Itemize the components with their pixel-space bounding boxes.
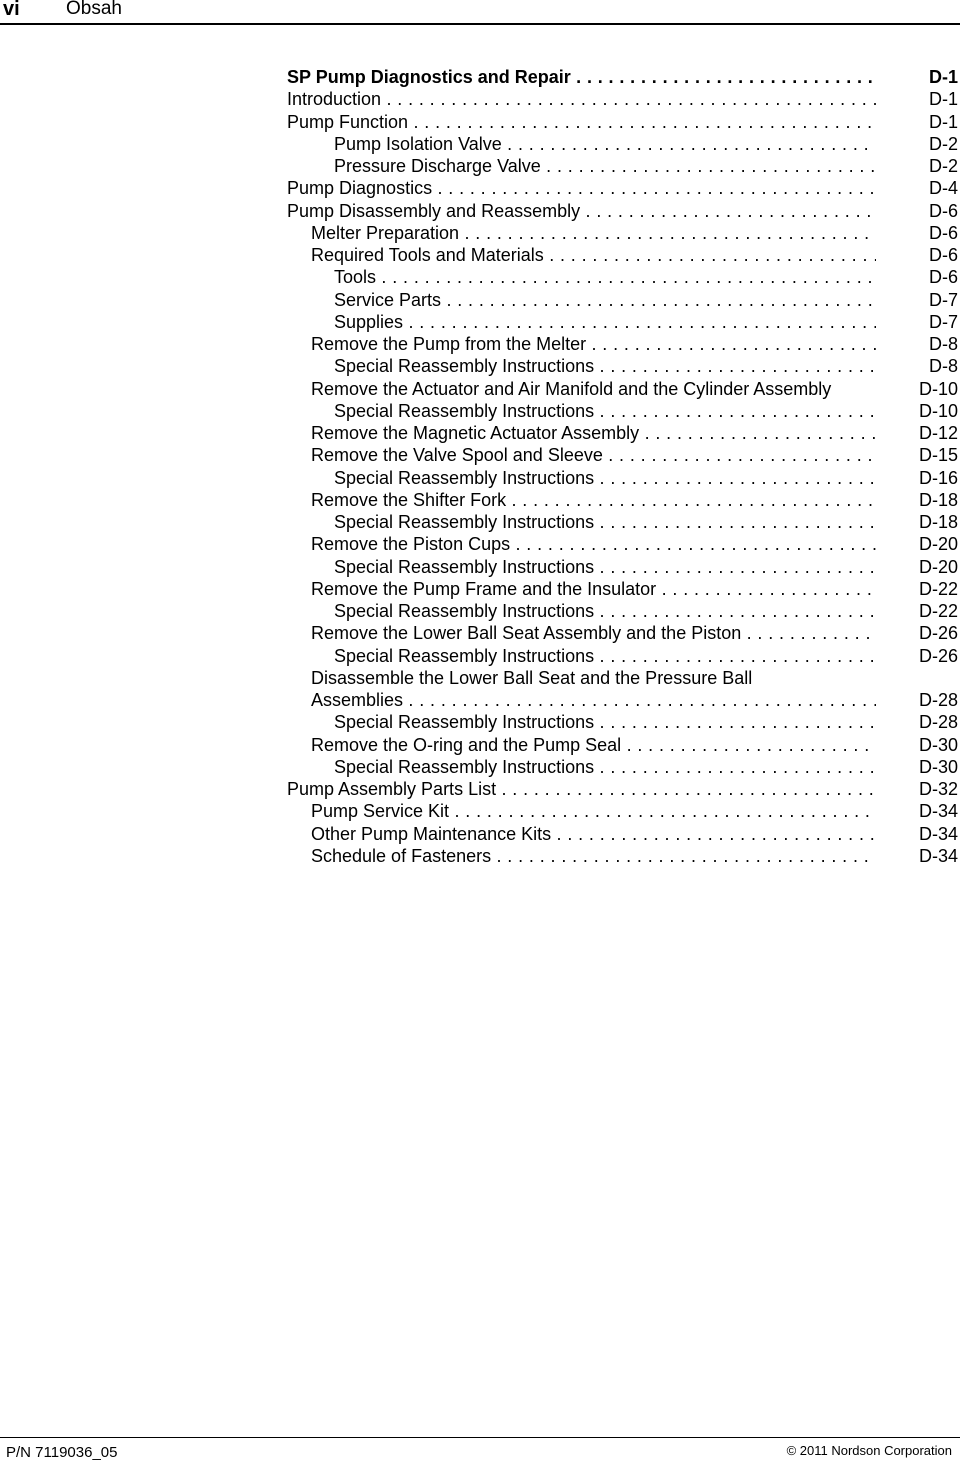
toc-page-number: D-6 xyxy=(880,200,958,222)
toc-leader xyxy=(311,533,876,555)
toc-leader xyxy=(287,111,876,133)
toc-entry-title: Remove the Valve Spool and Sleeve xyxy=(311,445,603,466)
toc-entry-title: Supplies xyxy=(334,311,404,332)
toc-leader xyxy=(311,444,876,466)
toc-entry[interactable] xyxy=(287,200,958,222)
toc-page-number: D-30 xyxy=(880,756,958,778)
toc-page-number: D-6 xyxy=(880,244,958,266)
toc-entry[interactable] xyxy=(287,511,958,533)
toc-page-number: D-1 xyxy=(880,88,958,110)
toc-leader xyxy=(334,556,876,578)
toc-page-number: D-10 xyxy=(880,400,958,422)
toc-entry-title: Melter Preparation xyxy=(311,222,460,243)
toc-entry-title: Special Reassembly Instructions xyxy=(334,356,595,377)
toc-entry-title: Special Reassembly Instructions xyxy=(334,756,595,777)
toc-leader xyxy=(311,845,876,867)
toc-page-number: D-20 xyxy=(880,533,958,555)
toc-page-number: D-26 xyxy=(880,645,958,667)
toc-page-number: D-18 xyxy=(880,489,958,511)
toc-leader xyxy=(311,823,876,845)
toc-entry-title: Pump Diagnostics xyxy=(287,178,433,199)
toc-entry-title: Remove the O-ring and the Pump Seal xyxy=(311,734,622,755)
toc-entry-title: Special Reassembly Instructions xyxy=(334,556,595,577)
toc-entry[interactable] xyxy=(287,244,958,266)
toc-entry[interactable] xyxy=(287,378,958,400)
toc-entry-title: Pump Assembly Parts List xyxy=(287,779,497,799)
toc-entry[interactable] xyxy=(287,800,958,822)
toc-leader xyxy=(311,378,876,400)
toc-entry-title: Tools xyxy=(334,267,377,288)
toc-entry[interactable] xyxy=(287,177,958,199)
toc-page-number: D-34 xyxy=(880,823,958,845)
toc-entry[interactable] xyxy=(287,533,958,555)
toc-entry-title: Pressure Discharge Valve xyxy=(334,156,541,176)
toc-entry[interactable] xyxy=(287,88,958,110)
toc-leader xyxy=(334,511,876,533)
toc-entry[interactable] xyxy=(287,467,958,489)
toc-entry[interactable] xyxy=(287,578,958,600)
toc-leader xyxy=(287,200,876,222)
toc-entry-title: Service Parts xyxy=(334,289,442,310)
toc-page-number: D-7 xyxy=(880,311,958,333)
toc-entry-title: Pump Service Kit xyxy=(311,801,450,822)
toc-entry[interactable] xyxy=(287,289,958,311)
toc-entry[interactable] xyxy=(287,444,958,466)
toc-leader xyxy=(311,333,876,355)
footer-copyright: © 2011 Nordson Corporation xyxy=(786,1443,952,1458)
toc-leader xyxy=(311,578,876,600)
toc-leader xyxy=(334,155,876,177)
toc-page-number: D-12 xyxy=(880,422,958,444)
toc-leader xyxy=(334,756,876,778)
toc-entry-title: Schedule of Fasteners xyxy=(311,845,492,866)
toc-entry-title: Special Reassembly Instructions xyxy=(334,400,595,421)
toc-entry-title: Pump Disassembly and Reassembly xyxy=(287,200,581,221)
toc-page-number: D-34 xyxy=(880,800,958,822)
toc-entry[interactable] xyxy=(287,756,958,778)
toc-page-number: D-22 xyxy=(880,578,958,600)
toc-page-number: D-2 xyxy=(880,155,958,177)
toc-page-number: D-26 xyxy=(880,622,958,644)
toc-entry-title: Special Reassembly Instructions xyxy=(334,712,595,733)
toc-page-number: D-2 xyxy=(880,133,958,155)
toc-entry[interactable] xyxy=(287,845,958,867)
toc-page-number: D-22 xyxy=(880,600,958,622)
toc-leader xyxy=(334,467,876,489)
toc-leader xyxy=(311,734,876,756)
toc-entry[interactable] xyxy=(287,422,958,444)
toc-entry[interactable] xyxy=(287,734,958,756)
toc-entry[interactable] xyxy=(287,66,958,88)
toc-entry[interactable] xyxy=(287,711,958,733)
toc-page-number: D-18 xyxy=(880,511,958,533)
toc-page-number: D-6 xyxy=(880,266,958,288)
toc-entry-title: Special Reassembly Instructions xyxy=(334,645,595,666)
toc-leader xyxy=(334,311,876,333)
toc-entry[interactable] xyxy=(287,667,958,712)
toc-entry-title: Special Reassembly Instructions xyxy=(334,512,595,532)
toc-entry-title: Remove the Magnetic Actuator Assembly xyxy=(311,423,640,443)
toc-entry-title: Remove the Pump from the Melter xyxy=(311,334,587,354)
toc-entry-title: Pump Function xyxy=(287,111,409,132)
toc-leader xyxy=(334,266,876,288)
toc-entry[interactable] xyxy=(287,600,958,622)
toc-entry-title: Remove the Lower Ball Seat Assembly and the Piston xyxy=(311,623,742,644)
footer-part-number: P/N 7119036_05 xyxy=(6,1444,118,1461)
toc-leader xyxy=(311,689,876,711)
toc-page-number: D-15 xyxy=(880,444,958,466)
toc-entry-title: Required Tools and Materials xyxy=(311,245,544,265)
toc-leader xyxy=(334,400,876,422)
toc-leader xyxy=(334,289,876,311)
toc-entry[interactable] xyxy=(287,778,958,800)
page-title: Obsah xyxy=(66,0,122,19)
toc-page-number: D-4 xyxy=(880,177,958,199)
toc-leader xyxy=(287,88,876,110)
toc-page-number: D-7 xyxy=(880,289,958,311)
toc-entry[interactable] xyxy=(287,222,958,244)
toc-leader xyxy=(311,489,876,511)
toc-entry-title: Remove the Piston Cups xyxy=(311,534,511,555)
page-header xyxy=(0,0,960,24)
page-number: vi xyxy=(3,0,20,20)
toc-entry[interactable] xyxy=(287,155,958,177)
toc-leader xyxy=(311,222,876,244)
toc-entry[interactable] xyxy=(287,355,958,377)
toc-entry-title: Disassemble the Lower Ball Seat and the Pressure Ball xyxy=(311,667,753,688)
toc-entry[interactable] xyxy=(287,622,958,644)
toc-entry[interactable] xyxy=(287,645,958,667)
toc-page-number: D-34 xyxy=(880,845,958,867)
toc-entry-title: Special Reassembly Instructions xyxy=(334,601,595,621)
toc-entry[interactable] xyxy=(287,489,958,511)
toc-leader xyxy=(287,66,876,88)
toc-entry-title: Introduction xyxy=(287,89,382,110)
toc-page-number: D-6 xyxy=(880,222,958,244)
toc-page-number: D-28 xyxy=(880,711,958,733)
toc-page-number: D-32 xyxy=(880,778,958,800)
toc-page-number: D-30 xyxy=(880,734,958,756)
toc-page-number: D-8 xyxy=(880,355,958,377)
toc-page-number: D-1 xyxy=(880,66,958,88)
toc-entry-title: Remove the Shifter Fork xyxy=(311,489,507,510)
toc-leader xyxy=(287,778,876,800)
toc-leader xyxy=(311,800,876,822)
toc-leader xyxy=(311,622,876,644)
header-rule xyxy=(0,23,960,25)
toc-entry-title: Remove the Actuator and Air Manifold and the Cylinder Assembly xyxy=(311,378,832,399)
toc-leader xyxy=(287,177,876,199)
toc-entry[interactable] xyxy=(287,556,958,578)
toc-entry-title-continued: Assemblies xyxy=(311,689,404,710)
toc-page-number: D-16 xyxy=(880,467,958,489)
toc-entry[interactable] xyxy=(287,111,958,133)
toc-page-number: D-28 xyxy=(880,689,958,711)
table-of-contents xyxy=(287,66,958,867)
toc-entry[interactable] xyxy=(287,823,958,845)
footer-rule xyxy=(0,1437,960,1438)
toc-page-number: D-8 xyxy=(880,333,958,355)
toc-page-number: D-1 xyxy=(880,111,958,133)
toc-entry[interactable] xyxy=(287,133,958,155)
toc-page-number: D-10 xyxy=(880,378,958,400)
toc-entry-title: Remove the Pump Frame and the Insulator xyxy=(311,578,657,599)
toc-entry-title: SP Pump Diagnostics and Repair xyxy=(287,67,571,87)
toc-entry[interactable] xyxy=(287,333,958,355)
toc-leader xyxy=(334,711,876,733)
toc-leader xyxy=(334,600,876,622)
toc-entry-title: Other Pump Maintenance Kits xyxy=(311,823,552,844)
toc-leader xyxy=(334,355,876,377)
toc-entry[interactable] xyxy=(287,311,958,333)
toc-leader xyxy=(311,422,876,444)
toc-entry[interactable] xyxy=(287,266,958,288)
toc-leader xyxy=(334,133,876,155)
toc-entry-title: Special Reassembly Instructions xyxy=(334,467,595,488)
toc-entry-title: Pump Isolation Valve xyxy=(334,133,502,154)
toc-leader xyxy=(311,244,876,266)
toc-leader xyxy=(334,645,876,667)
toc-entry[interactable] xyxy=(287,400,958,422)
toc-page-number: D-20 xyxy=(880,556,958,578)
